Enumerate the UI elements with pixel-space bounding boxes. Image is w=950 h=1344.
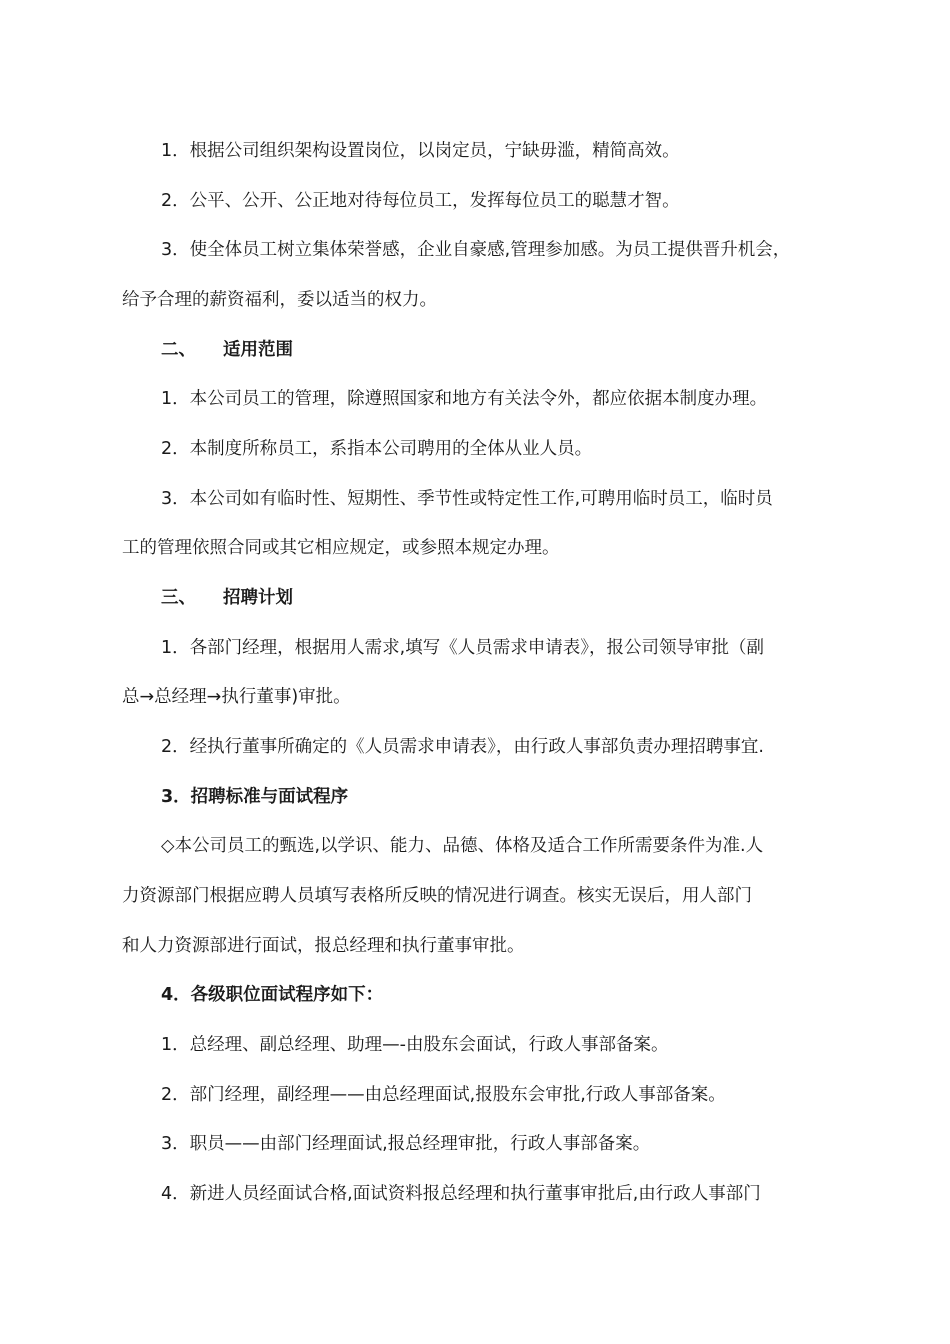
section-heading-recruitment bbox=[161, 586, 293, 610]
paragraph-line: 1．总经理、副总经理、助理—-由股东会面试，行政人事部备案。 bbox=[161, 1035, 669, 1055]
paragraph-line: 2．公平、公开、公正地对待每位员工，发挥每位员工的聪慧才智。 bbox=[161, 191, 680, 211]
paragraph-line: 1．本公司员工的管理，除遵照国家和地方有关法令外，都应依据本制度办理。 bbox=[161, 389, 768, 409]
paragraph-line: 总→总经理→执行董事)审批。 bbox=[122, 687, 351, 707]
section-title: 招聘计划 bbox=[223, 588, 293, 608]
section-title: 适用范围 bbox=[223, 340, 293, 360]
paragraph-line: 力资源部门根据应聘人员填写表格所反映的情况进行调查。核实无误后，用人部门 bbox=[122, 886, 752, 906]
paragraph-line: 3．职员——由部门经理面试,报总经理审批，行政人事部备案。 bbox=[161, 1134, 651, 1154]
paragraph-line: 2．经执行董事所确定的《人员需求申请表》，由行政人事部负责办理招聘事宜. bbox=[161, 737, 764, 757]
paragraph-line: ◇本公司员工的甄选,以学识、能力、品德、体格及适合工作所需要条件为准.人 bbox=[161, 836, 764, 856]
paragraph-line: 2．本制度所称员工，系指本公司聘用的全体从业人员。 bbox=[161, 439, 593, 459]
section-number: 二、 bbox=[161, 340, 196, 360]
paragraph-line: 1．各部门经理，根据用人需求,填写《人员需求申请表》，报公司领导审批（副 bbox=[161, 638, 764, 658]
section-number: 三、 bbox=[161, 588, 196, 608]
paragraph-line: 工的管理依照合同或其它相应规定，或参照本规定办理。 bbox=[122, 538, 560, 558]
paragraph-line: 给予合理的薪资福利，委以适当的权力。 bbox=[122, 290, 437, 310]
subheading-standards: 3．招聘标准与面试程序 bbox=[161, 787, 349, 807]
paragraph-line: 3．本公司如有临时性、短期性、季节性或特定性工作,可聘用临时员工，临时员 bbox=[161, 489, 773, 509]
paragraph-line: 3．使全体员工树立集体荣誉感，企业自豪感,管理参加感。为员工提供晋升机会， bbox=[161, 240, 791, 260]
section-heading-scope bbox=[161, 338, 293, 362]
paragraph-line: 4．新进人员经面试合格,面试资料报总经理和执行董事审批后,由行政人事部门 bbox=[161, 1184, 761, 1204]
paragraph-line: 2．部门经理，副经理——由总经理面试,报股东会审批,行政人事部备案。 bbox=[161, 1085, 726, 1105]
paragraph-line: 1．根据公司组织架构设置岗位，以岗定员，宁缺毋滥，精简高效。 bbox=[161, 141, 680, 161]
subheading-interview-procedure: 4．各级职位面试程序如下： bbox=[161, 985, 384, 1005]
paragraph-line: 和人力资源部进行面试，报总经理和执行董事审批。 bbox=[122, 936, 525, 956]
